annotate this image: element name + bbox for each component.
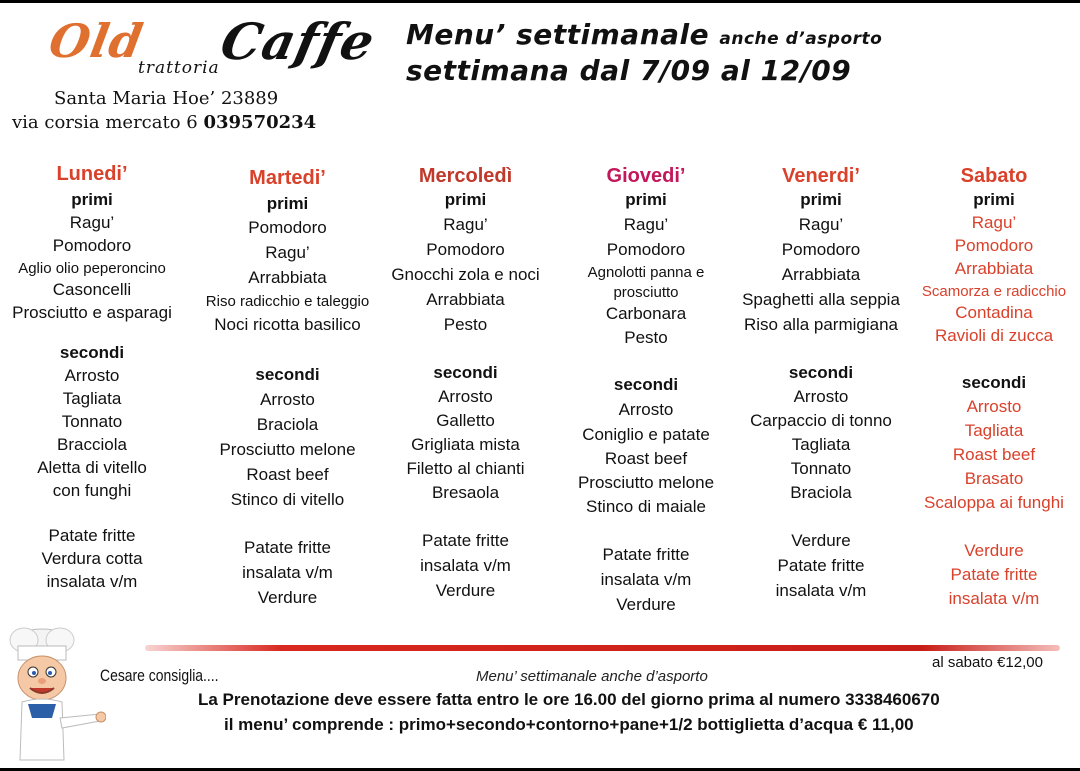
dish: Arrosto — [793, 387, 849, 406]
dish: Agnolotti panna e — [587, 264, 705, 281]
day-name: Mercoledì — [418, 165, 513, 187]
side-dish: Verdure — [435, 581, 496, 600]
dish: Arrabbiata — [954, 259, 1034, 278]
dish: Arrosto — [260, 390, 315, 409]
dish: Pesto — [443, 315, 488, 334]
dish: Pomodoro — [781, 240, 861, 259]
dish: Bresaola — [431, 483, 500, 502]
menu-title — [406, 18, 882, 51]
dish: Stinco di maiale — [585, 497, 706, 516]
primi-label: primi — [444, 190, 487, 209]
cesare-recommends: Cesare consiglia.... — [100, 666, 219, 685]
day-name: Sabato — [960, 165, 1028, 187]
dish: Casoncelli — [52, 280, 132, 299]
booking-note: La Prenotazione deve essere fatta entro le ore 16.00 del giorno prima al numero 3338460670 — [198, 690, 940, 709]
day-column-thursday — [560, 165, 732, 615]
dish: Pomodoro — [52, 236, 132, 255]
side-dish: insalata v/m — [948, 589, 1040, 608]
dish: Prosciutto e asparagi — [12, 303, 172, 322]
dish: Roast beef — [952, 445, 1036, 464]
dish: Tagliata — [964, 421, 1024, 440]
side-dish: Patate fritte — [244, 538, 331, 557]
side-dish: Verdure — [791, 531, 851, 550]
dish: Filetto al chianti — [406, 459, 525, 478]
street: via corsia mercato 6 — [12, 112, 198, 133]
dish: Tagliata — [791, 435, 851, 454]
day-name: Venerdi’ — [782, 165, 860, 187]
restaurant-logo — [45, 12, 395, 86]
dish: Arrosto — [438, 387, 493, 406]
dish: Spaghetti alla seppia — [742, 290, 900, 309]
dish: Prosciutto melone — [577, 473, 715, 492]
dish: Aglio olio peperoncino — [18, 260, 166, 277]
primi-label: primi — [800, 190, 842, 209]
takeaway-note: Menu’ settimanale anche d’asporto — [476, 668, 708, 685]
dish: Coniglio e patate — [582, 425, 710, 444]
day-name: Giovedi’ — [606, 165, 686, 187]
side-dish: Verdure — [616, 595, 676, 614]
side-dish: Patate fritte — [602, 545, 690, 564]
dish: Brasato — [964, 469, 1024, 488]
address-city: Santa Maria Hoe’ 23889 — [54, 88, 279, 109]
dish: Prosciutto melone — [219, 440, 356, 459]
primi-label: primi — [973, 190, 1015, 209]
dish: Pomodoro — [954, 236, 1034, 255]
dish: Arrosto — [618, 400, 674, 419]
menu-title-main: Menu’ settimanale — [406, 18, 710, 51]
dish: Roast beef — [604, 449, 688, 468]
side-dish: insalata v/m — [775, 581, 867, 600]
saturday-price: al sabato €12,00 — [932, 654, 1043, 671]
logo-old: Old — [45, 14, 148, 68]
secondi-label: secondi — [255, 365, 320, 384]
side-dish: insalata v/m — [46, 572, 138, 591]
menu-title-note: anche d’asporto — [719, 29, 883, 49]
dish: Ragu’ — [69, 213, 115, 232]
side-dish: Verdure — [257, 588, 318, 607]
primi-label: primi — [71, 190, 113, 209]
side-dish: Patate fritte — [422, 531, 509, 550]
primi-label: primi — [625, 190, 667, 209]
logo-trattoria: trattoria — [138, 58, 220, 78]
day-name: Lunedi’ — [56, 163, 128, 185]
day-column-saturday — [908, 165, 1080, 609]
dish: Pomodoro — [426, 240, 505, 259]
day-column-monday — [2, 163, 182, 592]
dish: Contadina — [955, 303, 1033, 322]
day-column-tuesday — [190, 167, 385, 608]
dish: Riso radicchio e taleggio — [205, 293, 370, 310]
dish: Scaloppa ai funghi — [924, 493, 1064, 512]
side-dish: insalata v/m — [420, 556, 511, 575]
address-street — [12, 112, 316, 133]
dish: Ragu’ — [265, 243, 310, 262]
menu-week: settimana dal 7/09 al 12/09 — [406, 54, 852, 87]
dish: Arrosto — [966, 397, 1022, 416]
dish: Galletto — [436, 411, 495, 430]
dish: Scamorza e radicchio — [921, 283, 1067, 300]
secondi-label: secondi — [788, 363, 854, 382]
day-column-friday — [732, 165, 910, 601]
side-dish: Patate fritte — [950, 565, 1038, 584]
primi-label: primi — [266, 194, 309, 213]
dish: Grigliata mista — [411, 435, 520, 454]
logo-caffe: Caffe — [215, 12, 381, 71]
red-divider-stripe — [145, 645, 1060, 651]
dish: Bracciola — [57, 435, 127, 454]
dish: Tonnato — [61, 412, 123, 431]
dish: Pomodoro — [606, 240, 686, 259]
day-column-wednesday — [378, 165, 553, 601]
side-dish: insalata v/m — [242, 563, 333, 582]
dish: Carpaccio di tonno — [750, 411, 892, 430]
secondi-label: secondi — [433, 363, 498, 382]
secondi-label: secondi — [613, 375, 679, 394]
dish: Ragu’ — [971, 213, 1017, 232]
dish: Roast beef — [246, 465, 329, 484]
dish: Stinco di vitello — [230, 490, 345, 509]
day-name: Martedi’ — [249, 167, 326, 189]
dish: Carbonara — [605, 304, 687, 323]
dish: Ravioli di zucca — [934, 326, 1054, 345]
phone-number: 039570234 — [203, 112, 317, 133]
dish: Aletta di vitello — [37, 458, 147, 477]
dish: Arrabbiata — [781, 265, 861, 284]
secondi-label: secondi — [59, 343, 125, 362]
dish: Gnocchi zola e noci — [391, 265, 540, 284]
side-dish: insalata v/m — [600, 570, 692, 589]
menu-includes-note: il menu’ comprende : primo+secondo+contorno+pane+1/2 bottiglietta d’acqua € 11,00 — [224, 715, 914, 734]
dish: Tagliata — [62, 389, 122, 408]
dish: Braciola — [790, 483, 852, 502]
dish: Arrabbiata — [248, 268, 327, 287]
top-border — [0, 0, 1080, 3]
dish: Ragu’ — [623, 215, 669, 234]
dish: Arrosto — [64, 366, 120, 385]
dish: Noci ricotta basilico — [214, 315, 361, 334]
side-dish: Verdura cotta — [41, 549, 143, 568]
side-dish: Verdure — [964, 541, 1024, 560]
side-dish: Patate fritte — [48, 526, 136, 545]
chef-mascot-icon — [2, 622, 106, 762]
dish: Ragu’ — [443, 215, 488, 234]
dish: Riso alla parmigiana — [743, 315, 899, 334]
dish: Ragu’ — [798, 215, 844, 234]
dish: Pesto — [624, 328, 668, 347]
dish: Tonnato — [790, 459, 852, 478]
dish: Pomodoro — [248, 218, 327, 237]
dish: Braciola — [256, 415, 319, 434]
secondi-label: secondi — [961, 373, 1027, 392]
side-dish: Patate fritte — [777, 556, 865, 575]
dish: con funghi — [52, 481, 132, 500]
dish: Arrabbiata — [426, 290, 505, 309]
dish: prosciutto — [613, 284, 679, 301]
